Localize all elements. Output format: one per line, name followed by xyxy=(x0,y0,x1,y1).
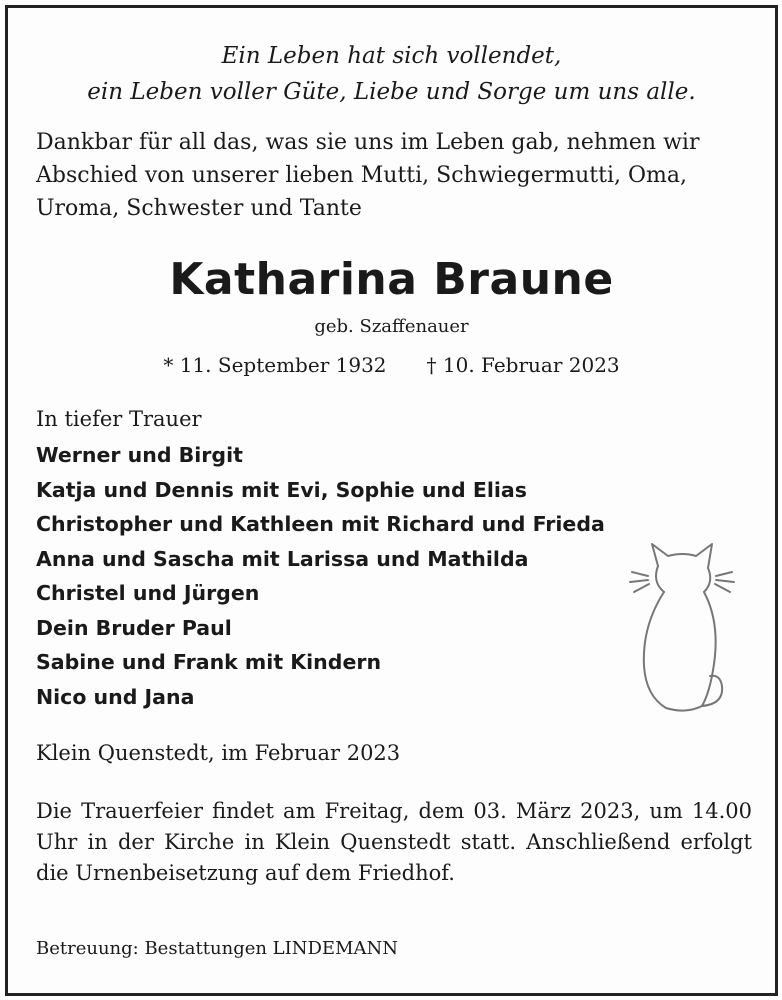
mourners-list xyxy=(36,438,696,714)
place-date: Klein Quenstedt, im Februar 2023 xyxy=(36,741,401,765)
mourner-item: Dein Bruder Paul xyxy=(36,615,232,640)
motto xyxy=(8,38,775,110)
life-dates xyxy=(8,350,775,380)
cat-silhouette-icon xyxy=(628,536,738,726)
mourner-item: Christopher und Kathleen mit Richard und Frieda xyxy=(36,512,605,536)
mourner-item: Nico und Jana xyxy=(36,684,195,709)
mourner-item: Anna und Sascha mit Larissa und Mathilda xyxy=(36,546,529,571)
motto-line-1: Ein Leben hat sich vollendet, xyxy=(221,43,562,69)
funeral-home: Betreuung: Bestattungen LINDEMANN xyxy=(36,938,398,959)
mourner-item: Katja und Dennis mit Evi, Sophie und Elias xyxy=(36,477,527,502)
motto-line-2: ein Leben voller Güte, Liebe und Sorge um uns alle. xyxy=(87,79,696,105)
obituary-frame xyxy=(5,5,778,996)
deceased-name: Katharina Braune xyxy=(169,254,614,305)
mourner-item: Werner und Birgit xyxy=(36,443,243,467)
birth-name: geb. Szaffenauer xyxy=(314,316,469,337)
mourning-label: In tiefer Trauer xyxy=(36,407,202,431)
mourner-item: Sabine und Frank mit Kindern xyxy=(36,650,382,674)
intro-text: Dankbar für all das, was sie uns im Leben gab, nehmen wir Abschied von unserer lieben Mutti, Schwiegermutti, Oma, Uroma, Schwester und Tante xyxy=(36,130,700,221)
service-info: Die Trauerfeier findet am Freitag, dem 03. März 2023, um 14.00 Uhr in der Kirche in Klein Quenstedt statt. Anschließend erfolgt die Urnenbeisetzung auf dem Friedhof. xyxy=(36,799,752,885)
birth-date: * 11. September 1932 xyxy=(163,353,387,377)
mourner-item: Christel und Jürgen xyxy=(36,581,260,605)
death-date: † 10. Februar 2023 xyxy=(426,353,620,377)
